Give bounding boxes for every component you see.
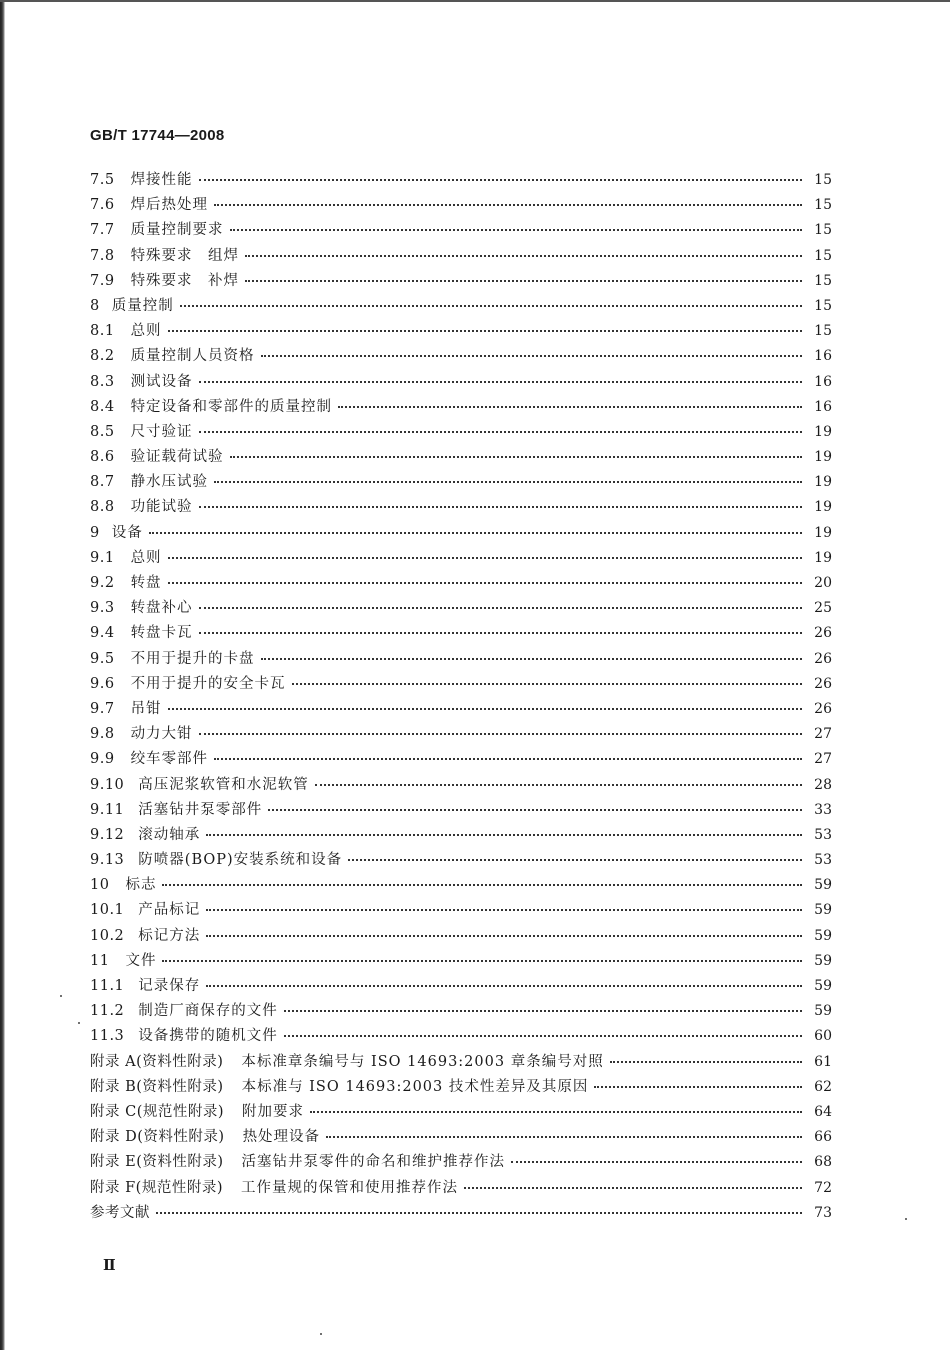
toc-entry-page: 33 (814, 801, 832, 818)
toc-dot-leader (156, 1212, 802, 1214)
toc-entry-number: 8.7 (90, 474, 115, 491)
toc-entry-number: 8.8 (90, 499, 115, 516)
toc-entry-number: 附录 F(规范性附录) (90, 1179, 223, 1196)
toc-entry-title: 产品标记 (138, 902, 201, 919)
toc-entry (90, 697, 832, 722)
toc-dot-leader (464, 1187, 802, 1189)
toc-entry-title: 焊接性能 (130, 172, 193, 188)
toc-entry-title: 质量控制人员资格 (130, 348, 255, 365)
toc-entry-number: 9.13 (90, 852, 125, 869)
toc-dot-leader (284, 1010, 802, 1012)
toc-entry-number: 9.8 (90, 726, 115, 743)
toc-dot-leader (168, 330, 802, 332)
toc-entry-title: 附加要求 (242, 1103, 305, 1120)
toc-entry-number: 9.11 (90, 801, 125, 818)
toc-dot-leader (162, 960, 802, 962)
toc-entry (90, 370, 832, 395)
toc-entry-page: 25 (814, 600, 832, 617)
toc-entry-title: 防喷器(BOP)安装系统和设备 (138, 852, 343, 869)
toc-entry-page: 19 (814, 549, 832, 566)
toc-entry-title: 总则 (130, 323, 162, 340)
toc-entry-page: 59 (814, 902, 832, 919)
toc-entry (90, 521, 832, 546)
toc-entry (90, 244, 832, 269)
toc-entry-title: 记录保存 (138, 978, 201, 994)
toc-entry-title: 测试设备 (130, 373, 193, 390)
toc-entry-number: 7.5 (90, 172, 115, 188)
toc-entry-title: 设备携带的随机文件 (138, 1028, 278, 1045)
toc-entry-title: 标记方法 (138, 927, 201, 944)
toc-entry-title: 特定设备和零部件的质量控制 (130, 398, 333, 415)
toc-dot-leader (162, 884, 802, 886)
toc-entry-page: 53 (814, 826, 832, 843)
toc-entry-number: 9.7 (90, 700, 115, 717)
toc-entry-title: 质量控制要求 (130, 222, 224, 239)
toc-entry-number: 附录 D(资料性附录) (90, 1129, 225, 1146)
toc-entry-number: 参考文献 (90, 1204, 150, 1221)
toc-entry (90, 747, 832, 772)
toc-entry-page: 16 (814, 373, 832, 390)
toc-entry (90, 294, 832, 319)
toc-dot-leader (310, 1111, 802, 1113)
toc-entry (90, 1150, 832, 1175)
toc-dot-leader (245, 255, 802, 257)
toc-entry-number: 8.3 (90, 373, 115, 390)
toc-entry-title: 本标准与 ISO 14693:2003 技术性差异及其原因 (241, 1078, 589, 1095)
toc-dot-leader (326, 1136, 802, 1138)
toc-entry-number: 9.2 (90, 575, 115, 591)
toc-entry-page: 26 (814, 625, 832, 642)
toc-entry-page: 27 (814, 726, 832, 743)
toc-dot-leader (268, 809, 802, 811)
toc-dot-leader (315, 784, 802, 786)
toc-entry-page: 19 (814, 474, 832, 491)
toc-entry (90, 395, 832, 420)
toc-entry-page: 59 (814, 877, 832, 894)
toc-dot-leader (206, 985, 802, 987)
toc-entry-number: 附录 E(资料性附录) (90, 1154, 224, 1171)
toc-dot-leader (199, 506, 802, 508)
toc-dot-leader (214, 481, 802, 483)
toc-entry-page: 61 (814, 1053, 832, 1070)
toc-entry-page: 66 (814, 1129, 832, 1146)
toc-entry-page: 53 (814, 852, 832, 869)
toc-entry-number: 附录 B(资料性附录) (90, 1078, 224, 1095)
toc-entry-page: 27 (814, 751, 832, 768)
toc-entry-title: 活塞钻井泵零部件 (138, 801, 263, 818)
toc-dot-leader (292, 683, 802, 685)
toc-entry (90, 269, 832, 294)
toc-entry-page: 68 (814, 1154, 832, 1171)
toc-entry-page: 73 (814, 1204, 832, 1221)
toc-dot-leader (261, 658, 802, 660)
toc-entry (90, 949, 832, 974)
toc-entry (90, 924, 832, 949)
toc-dot-leader (168, 708, 802, 710)
toc-entry-page: 16 (814, 398, 832, 415)
toc-entry-title: 高压泥浆软管和水泥软管 (138, 776, 309, 793)
toc-entry (90, 1176, 832, 1201)
toc-dot-leader (168, 582, 802, 584)
toc-entry (90, 898, 832, 923)
toc-entry-title: 焊后热处理 (130, 197, 209, 214)
toc-entry-title: 不用于提升的安全卡瓦 (130, 675, 286, 692)
scan-edge-top (0, 0, 950, 2)
toc-entry-number: 8 (90, 297, 100, 314)
toc-entry-page: 59 (814, 1003, 832, 1020)
toc-entry-number: 9 (90, 524, 100, 541)
toc-entry-title: 制造厂商保存的文件 (138, 1003, 278, 1020)
toc-entry-title: 转盘 (130, 575, 162, 591)
toc-entry-number: 7.6 (90, 197, 115, 214)
toc-entry-number: 9.5 (90, 650, 115, 667)
toc-entry (90, 722, 832, 747)
toc-entry (90, 546, 832, 571)
toc-entry (90, 1201, 832, 1226)
page-number: Ⅱ (103, 1256, 116, 1274)
toc-entry (90, 445, 832, 470)
toc-entry-title: 转盘补心 (130, 600, 193, 617)
toc-entry-number: 10.1 (90, 902, 125, 919)
scan-speck (60, 995, 62, 997)
toc-entry-title: 设备 (111, 524, 143, 541)
toc-entry-page: 15 (814, 247, 832, 264)
toc-entry-page: 26 (814, 700, 832, 717)
toc-entry (90, 319, 832, 344)
toc-entry-page: 15 (814, 172, 832, 188)
toc-entry-number: 7.7 (90, 222, 115, 239)
toc-dot-leader (610, 1061, 802, 1063)
toc-entry-page: 15 (814, 297, 832, 314)
toc-entry-number: 11.3 (90, 1028, 125, 1045)
toc-entry-title: 文件 (125, 952, 157, 969)
toc-dot-leader (206, 935, 802, 937)
toc-entry (90, 773, 832, 798)
toc-entry-title: 动力大钳 (130, 726, 193, 743)
toc-entry-title: 验证载荷试验 (130, 449, 224, 466)
toc-entry-page: 59 (814, 978, 832, 994)
toc-dot-leader (245, 280, 802, 282)
toc-entry-title: 热处理设备 (242, 1129, 321, 1146)
toc-dot-leader (199, 733, 802, 735)
toc-entry-page: 15 (814, 323, 832, 340)
toc-entry (90, 1075, 832, 1100)
table-of-contents (90, 168, 832, 1226)
toc-entry-title: 滚动轴承 (138, 826, 201, 843)
toc-entry-number: 9.6 (90, 675, 115, 692)
toc-entry (90, 621, 832, 646)
toc-entry-number: 9.1 (90, 549, 115, 566)
toc-entry-title: 不用于提升的卡盘 (130, 650, 255, 667)
toc-entry-number: 11.2 (90, 1003, 125, 1020)
toc-entry (90, 1050, 832, 1075)
scan-speck (78, 1022, 80, 1024)
toc-entry-page: 59 (814, 927, 832, 944)
toc-entry (90, 344, 832, 369)
toc-entry-number: 10 (90, 877, 110, 894)
toc-entry-title: 尺寸验证 (130, 423, 193, 440)
toc-dot-leader (206, 834, 802, 836)
toc-entry-page: 19 (814, 449, 832, 466)
toc-entry-title: 活塞钻井泵零件的命名和维护推荐作法 (241, 1154, 506, 1171)
toc-entry (90, 999, 832, 1024)
toc-entry-number: 8.1 (90, 323, 115, 340)
toc-entry-title: 特殊要求 补焊 (130, 272, 240, 289)
toc-dot-leader (199, 607, 802, 609)
scan-speck (320, 1333, 322, 1335)
toc-dot-leader (206, 909, 802, 911)
toc-entry-number: 11 (90, 952, 110, 969)
toc-entry-title: 绞车零部件 (130, 751, 209, 768)
toc-entry-page: 15 (814, 197, 832, 214)
toc-entry-number: 9.9 (90, 751, 115, 768)
toc-dot-leader (338, 406, 802, 408)
toc-entry (90, 495, 832, 520)
toc-entry-number: 11.1 (90, 978, 125, 994)
toc-dot-leader (199, 381, 802, 383)
toc-entry-title: 质量控制 (111, 297, 174, 314)
toc-dot-leader (180, 305, 802, 307)
toc-entry (90, 1100, 832, 1125)
toc-entry (90, 672, 832, 697)
toc-dot-leader (511, 1161, 802, 1163)
toc-dot-leader (214, 204, 802, 206)
toc-dot-leader (230, 229, 802, 231)
toc-entry-page: 26 (814, 675, 832, 692)
toc-entry-title: 功能试验 (130, 499, 193, 516)
toc-entry (90, 823, 832, 848)
toc-dot-leader (348, 859, 802, 861)
scan-speck (905, 1218, 907, 1220)
toc-entry-page: 15 (814, 222, 832, 239)
toc-entry-page: 19 (814, 524, 832, 541)
toc-dot-leader (261, 355, 802, 357)
toc-entry-page: 26 (814, 650, 832, 667)
toc-entry (90, 420, 832, 445)
toc-entry-number: 7.9 (90, 272, 115, 289)
standard-code-header: GB/T 17744—2008 (90, 127, 225, 144)
toc-entry (90, 596, 832, 621)
toc-entry (90, 571, 832, 596)
toc-entry-title: 标志 (125, 877, 157, 894)
toc-entry (90, 647, 832, 672)
toc-entry-title: 转盘卡瓦 (130, 625, 193, 642)
toc-entry-page: 64 (814, 1103, 832, 1120)
toc-entry-number: 8.5 (90, 423, 115, 440)
toc-entry (90, 168, 832, 193)
toc-entry-number: 附录 C(规范性附录) (90, 1103, 225, 1120)
toc-entry-page: 19 (814, 423, 832, 440)
toc-entry (90, 193, 832, 218)
toc-entry-page: 59 (814, 952, 832, 969)
toc-entry-title: 吊钳 (130, 700, 162, 717)
toc-entry-title: 静水压试验 (130, 474, 209, 491)
toc-entry-number: 8.6 (90, 449, 115, 466)
toc-entry-page: 72 (814, 1179, 832, 1196)
toc-entry-page: 15 (814, 272, 832, 289)
toc-dot-leader (199, 179, 802, 181)
toc-dot-leader (284, 1035, 802, 1037)
toc-entry-number: 9.4 (90, 625, 115, 642)
toc-entry-number: 9.3 (90, 600, 115, 617)
scan-edge-left (0, 0, 5, 1350)
toc-entry-number: 10.2 (90, 927, 125, 944)
toc-entry (90, 848, 832, 873)
toc-dot-leader (149, 532, 802, 534)
toc-entry-number: 8.4 (90, 398, 115, 415)
toc-dot-leader (230, 456, 802, 458)
toc-entry (90, 470, 832, 495)
toc-entry-page: 19 (814, 499, 832, 516)
toc-entry-number: 7.8 (90, 247, 115, 264)
toc-entry-number: 9.12 (90, 826, 125, 843)
toc-entry-page: 60 (814, 1028, 832, 1045)
toc-entry (90, 1024, 832, 1049)
toc-dot-leader (214, 758, 802, 760)
toc-entry-page: 16 (814, 348, 832, 365)
toc-dot-leader (594, 1086, 802, 1088)
toc-dot-leader (199, 632, 802, 634)
toc-entry-title: 特殊要求 组焊 (130, 247, 240, 264)
toc-entry-title: 本标准章条编号与 ISO 14693:2003 章条编号对照 (241, 1053, 604, 1070)
toc-entry (90, 798, 832, 823)
toc-dot-leader (168, 557, 802, 559)
toc-entry (90, 873, 832, 898)
toc-entry-page: 20 (814, 575, 832, 591)
toc-entry (90, 218, 832, 243)
toc-entry (90, 974, 832, 999)
toc-entry-title: 总则 (130, 549, 162, 566)
toc-entry (90, 1125, 832, 1150)
toc-entry-page: 28 (814, 776, 832, 793)
toc-entry-number: 8.2 (90, 348, 115, 365)
toc-entry-title: 工作量规的保管和使用推荐作法 (240, 1179, 458, 1196)
toc-entry-page: 62 (814, 1078, 832, 1095)
toc-entry-number: 附录 A(资料性附录) (90, 1053, 224, 1070)
toc-entry-number: 9.10 (90, 776, 125, 793)
toc-dot-leader (199, 431, 802, 433)
